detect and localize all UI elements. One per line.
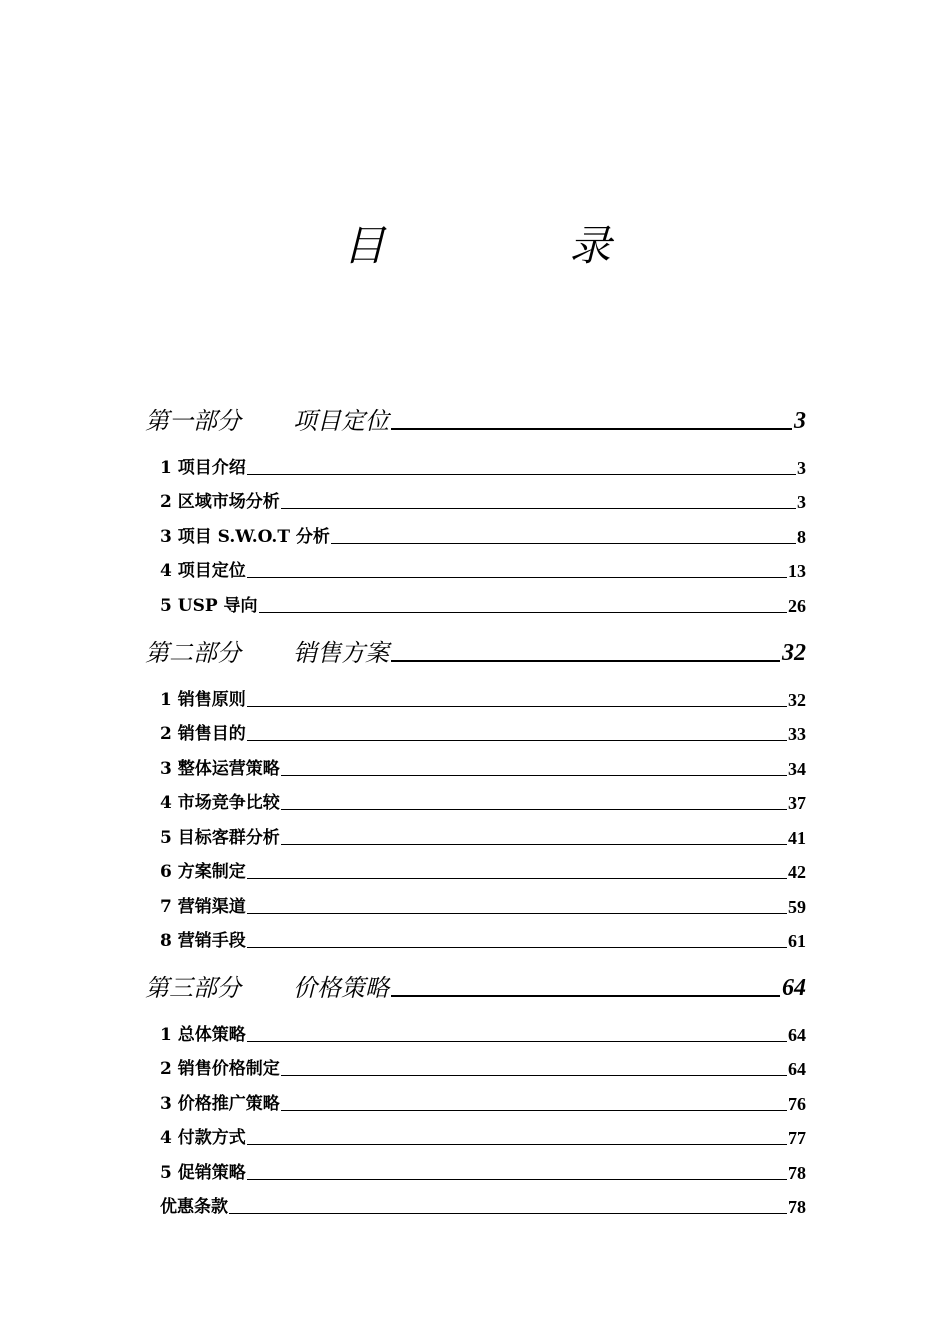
- page-number: 3: [797, 458, 806, 478]
- item-label: 2 销售目的: [160, 724, 246, 744]
- toc-part-1[interactable]: [145, 402, 806, 436]
- item-label: 3 价格推广策略: [160, 1094, 280, 1114]
- toc-item[interactable]: [160, 756, 806, 780]
- item-label: 5 USP 导向: [160, 596, 258, 616]
- toc-item[interactable]: [160, 790, 806, 814]
- part-number: 第一部分: [145, 407, 241, 435]
- toc-item[interactable]: [160, 524, 806, 548]
- toc-item[interactable]: [160, 721, 806, 745]
- page-number: 42: [788, 862, 806, 882]
- toc-item[interactable]: [160, 928, 806, 952]
- leader-line: [229, 1213, 787, 1214]
- item-label: 8 营销手段: [160, 931, 246, 951]
- part-title: 项目定位: [293, 407, 389, 435]
- part-title: 价格策略: [293, 974, 389, 1002]
- title-char-2: 录: [569, 221, 612, 270]
- item-label: 4 项目定位: [160, 561, 246, 581]
- page-number: 64: [788, 1025, 806, 1045]
- leader-line: [391, 660, 780, 662]
- item-label: 2 区域市场分析: [160, 492, 280, 512]
- leader-line: [247, 740, 787, 741]
- part-number: 第二部分: [145, 639, 241, 667]
- page-title: [0, 218, 950, 274]
- toc-item[interactable]: [160, 1125, 806, 1149]
- leader-line: [281, 1110, 787, 1111]
- page-number: 59: [788, 897, 806, 917]
- item-label: 7 营销渠道: [160, 897, 246, 917]
- item-label: 1 项目介绍: [160, 458, 246, 478]
- item-label: 3 项目 S.W.O.T 分析: [160, 527, 330, 547]
- toc-item[interactable]: [160, 558, 806, 582]
- leader-line: [281, 508, 796, 509]
- page-number: 41: [788, 828, 806, 848]
- leader-line: [247, 1179, 787, 1180]
- leader-line: [247, 1041, 787, 1042]
- item-label: 6 方案制定: [160, 862, 246, 882]
- toc-item[interactable]: [160, 1194, 806, 1218]
- leader-line: [259, 612, 787, 613]
- toc-item[interactable]: [160, 825, 806, 849]
- leader-line: [281, 809, 787, 810]
- toc-item[interactable]: [160, 859, 806, 883]
- leader-line: [247, 577, 787, 578]
- leader-line: [247, 706, 787, 707]
- toc-item[interactable]: [160, 1091, 806, 1115]
- part-number: 第三部分: [145, 974, 241, 1002]
- page-number: 64: [782, 975, 806, 1001]
- item-label: 2 销售价格制定: [160, 1059, 280, 1079]
- leader-line: [391, 428, 792, 430]
- title-char-1: 目: [343, 221, 386, 270]
- item-label: 1 销售原则: [160, 690, 246, 710]
- toc-item[interactable]: [160, 1160, 806, 1184]
- page-number: 32: [782, 640, 806, 666]
- page-number: 78: [788, 1197, 806, 1217]
- page-number: 61: [788, 931, 806, 951]
- toc-item[interactable]: [160, 894, 806, 918]
- page-number: 3: [794, 408, 806, 434]
- leader-line: [247, 913, 787, 914]
- toc-part-2[interactable]: [145, 634, 806, 668]
- page-number: 77: [788, 1128, 806, 1148]
- item-label: 3 整体运营策略: [160, 759, 280, 779]
- page-number: 8: [797, 527, 806, 547]
- page-number: 3: [797, 492, 806, 512]
- item-label: 4 市场竞争比较: [160, 793, 280, 813]
- leader-line: [391, 995, 780, 997]
- leader-line: [281, 1075, 787, 1076]
- item-label: 5 促销策略: [160, 1163, 246, 1183]
- item-label: 4 付款方式: [160, 1128, 246, 1148]
- leader-line: [247, 947, 787, 948]
- toc-item[interactable]: [160, 593, 806, 617]
- page-number: 13: [788, 561, 806, 581]
- toc-item[interactable]: [160, 1022, 806, 1046]
- leader-line: [247, 474, 796, 475]
- page-number: 64: [788, 1059, 806, 1079]
- page-number: 76: [788, 1094, 806, 1114]
- toc-part-3[interactable]: [145, 969, 806, 1003]
- page-number: 34: [788, 759, 806, 779]
- toc-item[interactable]: [160, 1056, 806, 1080]
- item-label: 优惠条款: [160, 1197, 228, 1217]
- page-number: 32: [788, 690, 806, 710]
- page-number: 78: [788, 1163, 806, 1183]
- leader-line: [281, 775, 787, 776]
- toc-item[interactable]: [160, 687, 806, 711]
- leader-line: [247, 878, 787, 879]
- toc-item[interactable]: [160, 489, 806, 513]
- item-label: 1 总体策略: [160, 1025, 246, 1045]
- leader-line: [247, 1144, 787, 1145]
- page-number: 26: [788, 596, 806, 616]
- leader-line: [331, 543, 796, 544]
- page-number: 37: [788, 793, 806, 813]
- item-label: 5 目标客群分析: [160, 828, 280, 848]
- leader-line: [281, 844, 787, 845]
- toc-item[interactable]: [160, 455, 806, 479]
- page-number: 33: [788, 724, 806, 744]
- part-title: 销售方案: [293, 639, 389, 667]
